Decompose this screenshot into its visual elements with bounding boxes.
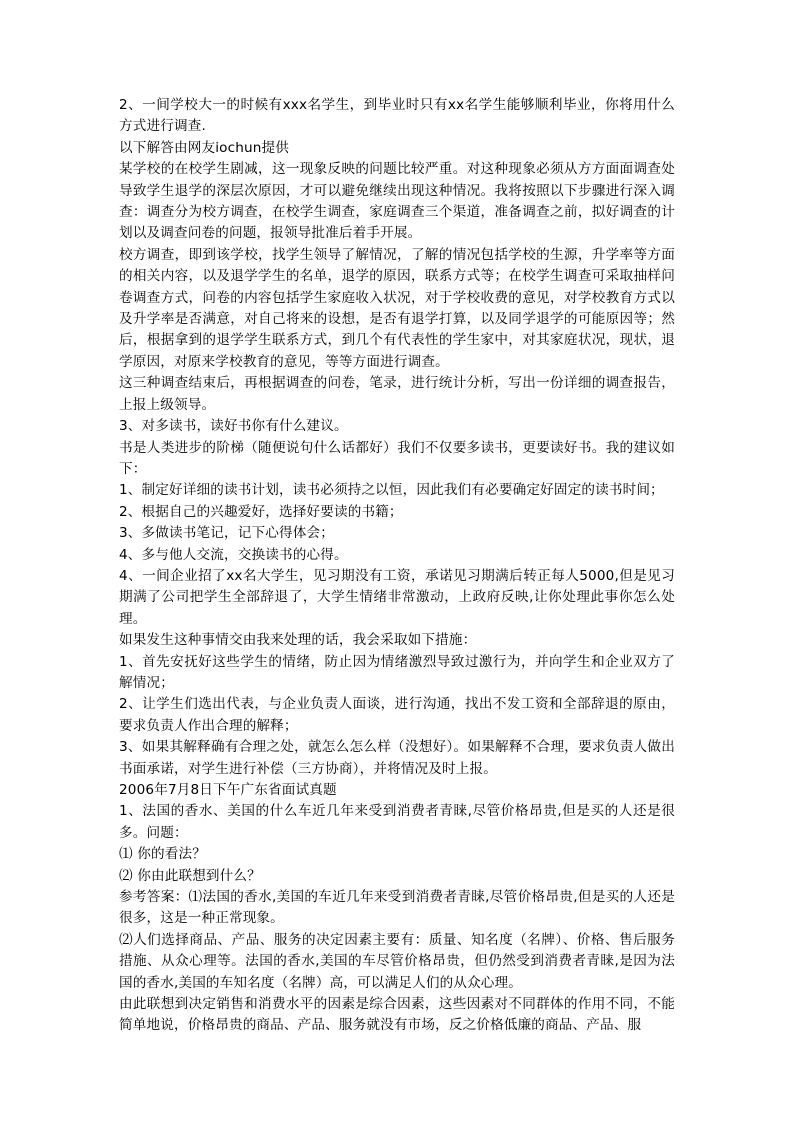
reference-answer-1: 参考答案：⑴法国的香水,美国的车近几年来受到消费者青睐,尽管价格昂贵,但是买的人还是很多，这是一种正常现象。 — [119, 889, 675, 927]
answer-2-conclusion: 这三种调查结束后，再根据调查的问卷，笔录，进行统计分析，写出一份详细的调查报告，上报上级领导。 — [119, 375, 675, 413]
answer-4-intro: 如果发生这种事情交由我来处理的话，我会采取如下措施： — [119, 632, 477, 649]
sub-question: ⑵ 你由此联想到什么？ — [119, 867, 261, 884]
list-item: 2、根据自己的兴趣爱好，选择好要读的书籍； — [119, 503, 403, 520]
list-item: 1、制定好详细的读书计划，读书必须持之以恒，因此我们有必要确定好固定的读书时间； — [119, 482, 664, 499]
answer-2-details: 校方调查，即到该学校，找学生领导了解情况，了解的情况包括学校的生源，升学率等方面的相关内容，以及退学学生的名单，退学的原因，联系方式等；在校学生调查可采取抽样问卷调查方式，问卷的内容包括学生家庭收入状况，对于学校收费的意见，对学校教育方式以及升学率是否满意，对自己将来的设想，是否有退学打算，以及同学退学的可能原因等；然后，根据拿到的退学学生联系方式，到几个有代表性的学生家中，对其家庭状况，现状，退学原因，对原来学校教育的意见，等等方面进行调查。 — [119, 246, 675, 370]
question-3-heading: 3、对多读书，读好书你有什么建议。 — [119, 418, 348, 435]
answer-3-intro: 书是人类进步的阶梯（随便说句什么话都好）我们不仅要多读书，更要读好书。我的建议如下： — [119, 439, 675, 477]
list-item: 3、多做读书笔记，记下心得体会； — [119, 525, 334, 542]
answer-source-note: 以下解答由网友iochun提供 — [119, 139, 290, 156]
question-4-heading: 4、一间企业招了xx名大学生，见习期没有工资，承诺见习期满后转正每人5000,但是见习期满了公司把学生全部辞退了，大学生情绪非常激动，上政府反映,让你处理此事你怎么处理。 — [119, 567, 675, 627]
list-item: 4、多与他人交流，交换读书的心得。 — [119, 546, 348, 563]
section-heading: 2006年7月8日下午广东省面试真题 — [119, 782, 337, 798]
question-1-heading: 1、法国的香水、美国的什么车近几年来受到消费者青睐,尽管价格昂贵,但是买的人还是很多。问题： — [119, 803, 675, 841]
reference-answer-2: ⑵人们选择商品、产品、服务的决定因素主要有：质量、知名度（名牌）、价格、售后服务措施、从众心理等。法国的香水,美国的车尽管价格昂贵，但仍然受到消费者青睐,是因为法国的香水,美国的车知名度（名牌）高，可以满足人们的从众心理。 — [119, 931, 675, 991]
list-item: 3、如果其解释确有合理之处，就怎么怎么样（没想好）。如果解释不合理，要求负责人做出书面承诺，对学生进行补偿（三方协商），并将情况及时上报。 — [119, 739, 675, 777]
list-item: 1、首先安抚好这些学生的情绪，防止因为情绪激烈导致过激行为，并向学生和企业双方了解情况； — [119, 653, 675, 691]
answer-2-intro: 某学校的在校学生剧减，这一现象反映的问题比较严重。对这种现象必须从方方面面调查处导致学生退学的深层次原因，才可以避免继续出现这种情况。我将按照以下步骤进行深入调查：调查分为校方调查，在校学生调查，家庭调查三个渠道，准备调查之前，拟好调查的计划以及调查问卷的问题，报领导批准后着手开展。 — [119, 161, 675, 242]
sub-question: ⑴ 你的看法？ — [119, 846, 206, 863]
question-2-heading: 2、一间学校大一的时候有xxx名学生，到毕业时只有xx名学生能够顺利毕业，你将用什么方式进行调查. — [119, 97, 675, 135]
list-item: 2、让学生们选出代表，与企业负责人面谈，进行沟通，找出不发工资和全部辞退的原由，要求负责人作出合理的解释； — [119, 696, 675, 734]
document-page — [119, 95, 675, 1037]
reference-answer-3: 由此联想到决定销售和消费水平的因素是综合因素，这些因素对不同群体的作用不同，不能简单地说，价格昂贵的商品、产品、服务就没有市场，反之价格低廉的商品、产品、服 — [119, 996, 675, 1034]
